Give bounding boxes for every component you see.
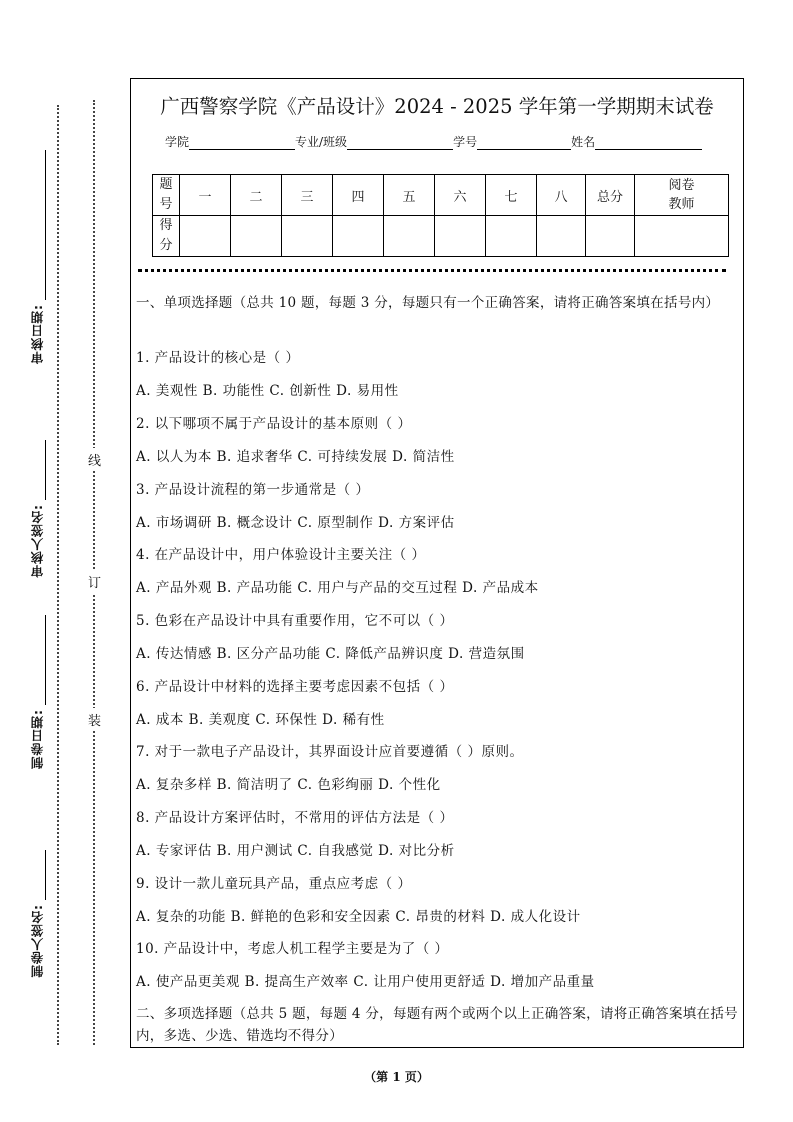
col-7: 七 [486,175,537,216]
score-label: 得分 [153,216,180,257]
student-id-label: 学号 [453,135,478,149]
options-9: A. 复杂的功能 B. 鲜艳的色彩和安全因素 C. 昂贵的材料 D. 成人化设计 [136,909,581,925]
score-cell[interactable] [435,216,486,257]
options-3: A. 市场调研 B. 概念设计 C. 原型制作 D. 方案评估 [136,515,455,531]
col-5: 五 [384,175,435,216]
examiner-signature-line[interactable] [45,850,46,900]
reviewer-signature-line[interactable] [45,440,46,500]
options-10: A. 使产品更美观 B. 提高生产效率 C. 让用户使用更舒适 D. 增加产品重量 [136,974,595,990]
col-3: 三 [282,175,333,216]
col-4: 四 [333,175,384,216]
total-score-cell[interactable] [586,216,635,257]
binding-mark-zhuang: 装 [88,708,101,731]
binding-mark-ding: 订 [88,570,101,593]
question-4: 4. 在产品设计中，用户体验设计主要关注（ ） [136,547,426,563]
score-table-header-row [153,175,729,216]
question-6: 6. 产品设计中材料的选择主要考虑因素不包括（ ） [136,679,454,695]
name-field[interactable] [595,135,702,150]
col-2: 二 [231,175,282,216]
binding-dotted-line-left [57,105,59,1045]
college-label: 学院 [165,135,190,149]
exam-date-label: 制卷日期: [20,615,56,769]
exam-body [136,292,744,1044]
section1-heading: 一、单项选择题（总共 10 题，每题 3 分，每题只有一个正确答案，请将正确答案填在括号内） [136,295,720,311]
binding-mark-xian: 线 [88,448,101,471]
score-cell[interactable] [231,216,282,257]
score-table-score-row [153,216,729,257]
score-cell[interactable] [537,216,586,257]
options-8: A. 专家评估 B. 用户测试 C. 自我感觉 D. 对比分析 [136,843,455,859]
page-number: （第 1 页） [364,1070,429,1084]
score-cell[interactable] [180,216,231,257]
options-4: A. 产品外观 B. 产品功能 C. 用户与产品的交互过程 D. 产品成本 [136,580,539,596]
section2-heading: 二、多项选择题（总共 5 题，每题 4 分，每题有两个或两个以上正确答案，请将正确答案填在括号内，多选、少选、错选均不得分） [136,1006,738,1044]
grader-cell[interactable] [635,216,729,257]
score-cell[interactable] [333,216,384,257]
student-info-row [165,133,702,150]
student-id-field[interactable] [477,135,571,150]
options-2: A. 以人为本 B. 追求奢华 C. 可持续发展 D. 简洁性 [136,449,455,465]
options-1: A. 美观性 B. 功能性 C. 创新性 D. 易用性 [136,383,399,399]
exam-date-line[interactable] [45,615,46,705]
score-cell[interactable] [282,216,333,257]
score-table [152,174,729,257]
score-cell[interactable] [384,216,435,257]
question-3: 3. 产品设计流程的第一步通常是（ ） [136,482,370,498]
dotted-separator [138,269,726,272]
reviewer-signature-label: 审核人签名: [20,440,56,578]
review-date-line[interactable] [45,150,46,300]
options-5: A. 传达情感 B. 区分产品功能 C. 降低产品辨识度 D. 营造氛围 [136,646,525,662]
col-1: 一 [180,175,231,216]
major-label: 专业/班级 [295,135,348,149]
col-6: 六 [435,175,486,216]
col-grader: 阅卷教师 [635,175,729,216]
score-cell[interactable] [486,216,537,257]
major-field[interactable] [347,135,453,150]
question-9: 9. 设计一款儿童玩具产品，重点应考虑（ ） [136,876,412,892]
question-2: 2. 以下哪项不属于产品设计的基本原则（ ） [136,416,412,432]
col-total: 总分 [586,175,635,216]
examiner-signature-label: 制卷人签名: [20,850,56,978]
exam-frame [130,78,744,1048]
question-5: 5. 色彩在产品设计中具有重要作用，它不可以（ ） [136,613,454,629]
col-8: 八 [537,175,586,216]
options-6: A. 成本 B. 美观度 C. 环保性 D. 稀有性 [136,712,385,728]
college-field[interactable] [189,135,295,150]
question-10: 10. 产品设计中，考虑人机工程学主要是为了（ ） [136,941,449,957]
name-label: 姓名 [571,135,596,149]
question-8: 8. 产品设计方案评估时，不常用的评估方法是（ ） [136,810,454,826]
question-7: 7. 对于一款电子产品设计，其界面设计应首要遵循（ ）原则。 [136,744,524,760]
review-date-label: 审核日期: [20,150,56,364]
options-7: A. 复杂多样 B. 简洁明了 C. 色彩绚丽 D. 个性化 [136,777,441,793]
question-no-label: 题号 [153,175,180,216]
question-1: 1. 产品设计的核心是（ ） [136,350,300,366]
exam-title: 广西警察学院《产品设计》2024 - 2025 学年第一学期期末试卷 [160,95,714,118]
